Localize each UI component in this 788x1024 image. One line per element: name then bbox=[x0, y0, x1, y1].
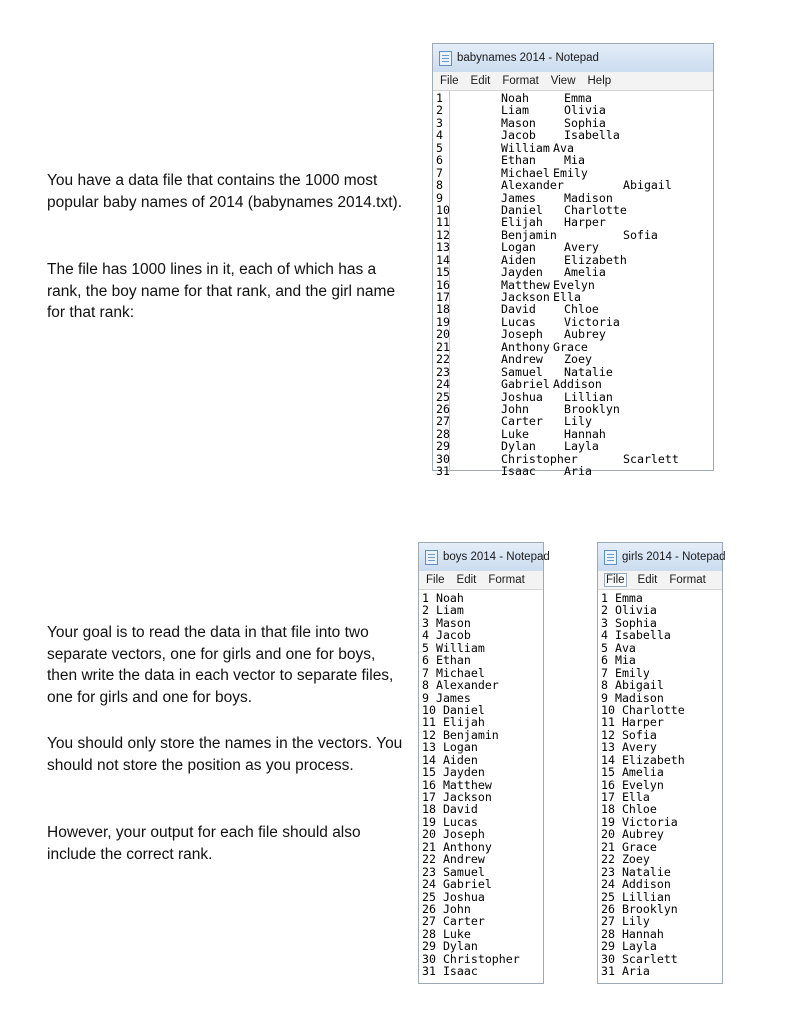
boy-name: James bbox=[501, 190, 536, 205]
ranked-name: 28 Luke bbox=[422, 926, 471, 941]
ranked-name: 29 Layla bbox=[601, 939, 657, 954]
ranked-name: 11 Elijah bbox=[422, 715, 485, 730]
girl-name: Evelyn bbox=[553, 277, 595, 292]
boy-name: Daniel bbox=[501, 202, 543, 217]
text-line bbox=[422, 965, 543, 977]
ranked-name: 31 Aria bbox=[601, 964, 650, 979]
girl-name: Ava bbox=[553, 140, 574, 155]
ranked-name: 25 Joshua bbox=[422, 889, 485, 904]
girl-name: Scarlett bbox=[623, 451, 679, 466]
girl-name: Sophia bbox=[564, 115, 606, 130]
boy-name: Gabriel bbox=[501, 377, 550, 392]
notepad-icon bbox=[425, 550, 438, 565]
girls-title-bar[interactable] bbox=[598, 543, 726, 571]
boy-name: Lucas bbox=[501, 314, 536, 329]
line-number: 25 bbox=[436, 389, 450, 404]
data-row bbox=[433, 129, 713, 141]
line-number: 31 bbox=[436, 464, 450, 479]
boy-name: Benjamin bbox=[501, 227, 557, 242]
girl-name: Charlotte bbox=[564, 202, 627, 217]
babynames-title-bar[interactable] bbox=[433, 44, 713, 72]
ranked-name: 4 Isabella bbox=[601, 628, 671, 643]
data-row bbox=[433, 179, 713, 191]
ranked-name: 17 Ella bbox=[601, 790, 650, 804]
ranked-name: 15 Amelia bbox=[601, 765, 664, 780]
girl-name: Aria bbox=[564, 464, 592, 479]
girl-name: Madison bbox=[564, 190, 613, 205]
line-number: 4 bbox=[436, 128, 443, 143]
girls-text-area[interactable] bbox=[598, 590, 722, 986]
babynames-window-title: babynames 2014 - Notepad bbox=[457, 52, 599, 64]
ranked-name: 18 Chloe bbox=[601, 802, 657, 817]
intro-paragraph-2: The file has 1000 lines in it, each of which has a rank, the boy name for that rank, and the girl name for that rank: bbox=[47, 261, 396, 321]
ranked-name: 4 Jacob bbox=[422, 628, 471, 643]
ranked-name: 19 Lucas bbox=[422, 814, 478, 829]
menu-file[interactable]: File bbox=[426, 574, 445, 586]
line-number: 6 bbox=[436, 153, 443, 168]
menu-edit[interactable]: Edit bbox=[456, 574, 477, 586]
ranked-name: 9 James bbox=[422, 690, 471, 705]
babynames-text-area[interactable] bbox=[433, 91, 713, 479]
menu-file[interactable]: File bbox=[440, 75, 459, 87]
ranked-name: 10 Charlotte bbox=[601, 702, 685, 717]
ranked-name: 30 Scarlett bbox=[601, 951, 678, 966]
data-row bbox=[433, 328, 713, 340]
boy-name: Joshua bbox=[501, 389, 543, 404]
girl-name: Aubrey bbox=[564, 327, 606, 342]
boys-menu-bar bbox=[419, 571, 543, 590]
boy-name: Aiden bbox=[501, 252, 536, 267]
line-number: 5 bbox=[436, 140, 443, 155]
boy-name: Andrew bbox=[501, 352, 543, 367]
ranked-name: 30 Christopher bbox=[422, 951, 520, 966]
ranked-name: 17 Jackson bbox=[422, 790, 492, 804]
notepad-icon bbox=[604, 550, 617, 565]
intro-paragraph-1: You have a data file that contains the 1000 most popular baby names of 2014 (babynames 2014.txt). bbox=[47, 172, 403, 211]
ranked-name: 10 Daniel bbox=[422, 702, 485, 717]
girl-name: Abigail bbox=[623, 178, 672, 193]
ranked-name: 12 Benjamin bbox=[422, 727, 499, 742]
girl-name: Natalie bbox=[564, 364, 613, 379]
line-number: 13 bbox=[436, 240, 450, 255]
boy-name: Jacob bbox=[501, 128, 536, 143]
girl-name: Harper bbox=[564, 215, 606, 230]
line-number: 8 bbox=[436, 178, 443, 193]
girl-name: Brooklyn bbox=[564, 401, 620, 416]
menu-view[interactable]: View bbox=[550, 75, 576, 87]
boy-name: Elijah bbox=[501, 215, 543, 230]
ranked-name: 23 Samuel bbox=[422, 864, 485, 879]
ranked-name: 14 Elizabeth bbox=[601, 752, 685, 767]
ranked-name: 13 Logan bbox=[422, 740, 478, 755]
boy-name: Dylan bbox=[501, 439, 536, 454]
ranked-name: 26 John bbox=[422, 901, 471, 916]
ranked-name: 20 Joseph bbox=[422, 827, 485, 842]
ranked-name: 22 Zoey bbox=[601, 852, 650, 867]
girl-name: Avery bbox=[564, 240, 599, 255]
ranked-name: 25 Lillian bbox=[601, 889, 671, 904]
ranked-name: 13 Avery bbox=[601, 740, 657, 755]
ranked-name: 18 David bbox=[422, 802, 478, 817]
text-line bbox=[601, 965, 722, 977]
menu-format[interactable]: Format bbox=[669, 574, 706, 586]
line-number: 22 bbox=[436, 352, 450, 367]
ranked-name: 24 Addison bbox=[601, 877, 671, 892]
babynames-menu-bar bbox=[433, 72, 713, 91]
data-row bbox=[433, 415, 713, 427]
boy-name: Ethan bbox=[501, 153, 536, 168]
notepad-icon bbox=[439, 51, 452, 66]
boys-title-bar[interactable] bbox=[419, 543, 550, 571]
boy-name: David bbox=[501, 302, 536, 317]
line-number: 17 bbox=[436, 290, 450, 304]
line-number: 21 bbox=[436, 339, 450, 354]
girl-name: Sofia bbox=[623, 227, 658, 242]
ranked-name: 22 Andrew bbox=[422, 852, 485, 867]
ranked-name: 27 Lily bbox=[601, 914, 650, 929]
data-row bbox=[433, 465, 713, 477]
ranked-name: 20 Aubrey bbox=[601, 827, 664, 842]
line-number: 7 bbox=[436, 165, 443, 180]
data-row bbox=[433, 440, 713, 452]
ranked-name: 8 Alexander bbox=[422, 678, 499, 693]
goal-paragraph-2: You should only store the names in the vectors. You should not store the position as you process. bbox=[47, 735, 403, 774]
boy-name: Samuel bbox=[501, 364, 543, 379]
line-number: 3 bbox=[436, 115, 443, 130]
ranked-name: 28 Hannah bbox=[601, 926, 664, 941]
ranked-name: 21 Grace bbox=[601, 839, 657, 854]
boy-name: Michael bbox=[501, 165, 550, 180]
ranked-name: 1 Emma bbox=[601, 591, 643, 605]
line-number: 18 bbox=[436, 302, 450, 317]
line-number: 27 bbox=[436, 414, 450, 429]
ranked-name: 3 Sophia bbox=[601, 615, 657, 630]
data-row bbox=[433, 154, 713, 166]
ranked-name: 5 William bbox=[422, 640, 485, 655]
ranked-name: 16 Matthew bbox=[422, 777, 492, 792]
babynames-notepad-window bbox=[432, 43, 714, 479]
ranked-name: 21 Anthony bbox=[422, 839, 492, 854]
girl-name: Victoria bbox=[564, 314, 620, 329]
data-row bbox=[433, 241, 713, 253]
line-number: 14 bbox=[436, 252, 450, 267]
girl-name: Emma bbox=[564, 91, 592, 105]
girls-window-title: girls 2014 - Notepad bbox=[622, 551, 726, 563]
girl-name: Addison bbox=[553, 377, 602, 392]
menu-format[interactable]: Format bbox=[502, 75, 539, 87]
line-number: 19 bbox=[436, 314, 450, 329]
ranked-name: 1 Noah bbox=[422, 591, 464, 605]
girl-name: Lillian bbox=[564, 389, 613, 404]
ranked-name: 2 Olivia bbox=[601, 603, 657, 618]
boy-name: Anthony bbox=[501, 339, 550, 354]
boy-name: Luke bbox=[501, 426, 529, 441]
line-number: 26 bbox=[436, 401, 450, 416]
menu-edit[interactable]: Edit bbox=[470, 75, 491, 87]
boy-name: Mason bbox=[501, 115, 536, 130]
boy-name: Isaac bbox=[501, 464, 536, 479]
girl-name: Layla bbox=[564, 439, 599, 454]
girl-name: Ella bbox=[553, 290, 581, 304]
line-number: 29 bbox=[436, 439, 450, 454]
boy-name: Alexander bbox=[501, 178, 564, 193]
ranked-name: 14 Aiden bbox=[422, 752, 478, 767]
ranked-name: 5 Ava bbox=[601, 640, 636, 655]
girl-name: Isabella bbox=[564, 128, 620, 143]
ranked-name: 24 Gabriel bbox=[422, 877, 492, 892]
boy-name: John bbox=[501, 401, 529, 416]
data-row bbox=[433, 353, 713, 365]
ranked-name: 19 Victoria bbox=[601, 814, 678, 829]
girl-name: Zoey bbox=[564, 352, 592, 367]
ranked-name: 15 Jayden bbox=[422, 765, 485, 780]
menu-file[interactable]: File bbox=[606, 574, 625, 586]
line-number: 30 bbox=[436, 451, 450, 466]
girl-name: Grace bbox=[553, 339, 588, 354]
boy-name: Logan bbox=[501, 240, 536, 255]
menu-edit[interactable]: Edit bbox=[637, 574, 658, 586]
ranked-name: 6 Ethan bbox=[422, 653, 471, 668]
data-row bbox=[433, 216, 713, 228]
girl-name: Mia bbox=[564, 153, 585, 168]
ranked-name: 29 Dylan bbox=[422, 939, 478, 954]
girl-name: Elizabeth bbox=[564, 252, 627, 267]
ranked-name: 26 Brooklyn bbox=[601, 901, 678, 916]
ranked-name: 16 Evelyn bbox=[601, 777, 664, 792]
line-number: 20 bbox=[436, 327, 450, 342]
ranked-name: 12 Sofia bbox=[601, 727, 657, 742]
line-number: 28 bbox=[436, 426, 450, 441]
line-number: 11 bbox=[436, 215, 450, 230]
line-number: 1 bbox=[436, 91, 443, 105]
ranked-name: 27 Carter bbox=[422, 914, 485, 929]
ranked-name: 2 Liam bbox=[422, 603, 464, 618]
boy-name: Liam bbox=[501, 103, 529, 118]
menu-format[interactable]: Format bbox=[488, 574, 525, 586]
boy-name: Christopher bbox=[501, 451, 578, 466]
ranked-name: 11 Harper bbox=[601, 715, 664, 730]
girl-name: Lily bbox=[564, 414, 592, 429]
ranked-name: 23 Natalie bbox=[601, 864, 671, 879]
ranked-name: 31 Isaac bbox=[422, 964, 478, 979]
boys-notepad-window bbox=[418, 542, 550, 984]
boy-name: Joseph bbox=[501, 327, 543, 342]
line-number: 16 bbox=[436, 277, 450, 292]
boy-name: Noah bbox=[501, 91, 529, 105]
data-row bbox=[433, 104, 713, 116]
girls-notepad-window bbox=[597, 542, 726, 984]
boy-name: Jackson bbox=[501, 290, 550, 304]
line-number: 9 bbox=[436, 190, 443, 205]
ranked-name: 8 Abigail bbox=[601, 678, 664, 693]
boys-text-area[interactable] bbox=[419, 590, 543, 986]
boys-window-title: boys 2014 - Notepad bbox=[443, 551, 550, 563]
menu-help[interactable]: Help bbox=[587, 75, 612, 87]
boy-name: William bbox=[501, 140, 550, 155]
data-row bbox=[433, 266, 713, 278]
girls-menu-bar bbox=[598, 571, 722, 590]
goal-paragraph-1: Your goal is to read the data in that file into two separate vectors, one for girls and one for boys, then write the data in each vector to separate files, one for girls and one for boys. bbox=[47, 624, 394, 706]
ranked-name: 7 Michael bbox=[422, 665, 485, 680]
boy-name: Matthew bbox=[501, 277, 550, 292]
ranked-name: 7 Emily bbox=[601, 665, 650, 680]
goal-paragraph-3: However, your output for each file should also include the correct rank. bbox=[47, 824, 361, 863]
data-row bbox=[433, 378, 713, 390]
girl-name: Olivia bbox=[564, 103, 606, 118]
girl-name: Hannah bbox=[564, 426, 606, 441]
boy-name: Jayden bbox=[501, 265, 543, 280]
ranked-name: 9 Madison bbox=[601, 690, 664, 705]
line-number: 10 bbox=[436, 202, 450, 217]
line-number: 15 bbox=[436, 265, 450, 280]
line-number: 24 bbox=[436, 377, 450, 392]
ranked-name: 6 Mia bbox=[601, 653, 636, 668]
line-number: 23 bbox=[436, 364, 450, 379]
girl-name: Emily bbox=[553, 165, 588, 180]
line-number: 2 bbox=[436, 103, 443, 118]
ranked-name: 3 Mason bbox=[422, 615, 471, 630]
girl-name: Chloe bbox=[564, 302, 599, 317]
data-row bbox=[433, 303, 713, 315]
girl-name: Amelia bbox=[564, 265, 606, 280]
boy-name: Carter bbox=[501, 414, 543, 429]
line-number: 12 bbox=[436, 227, 450, 242]
